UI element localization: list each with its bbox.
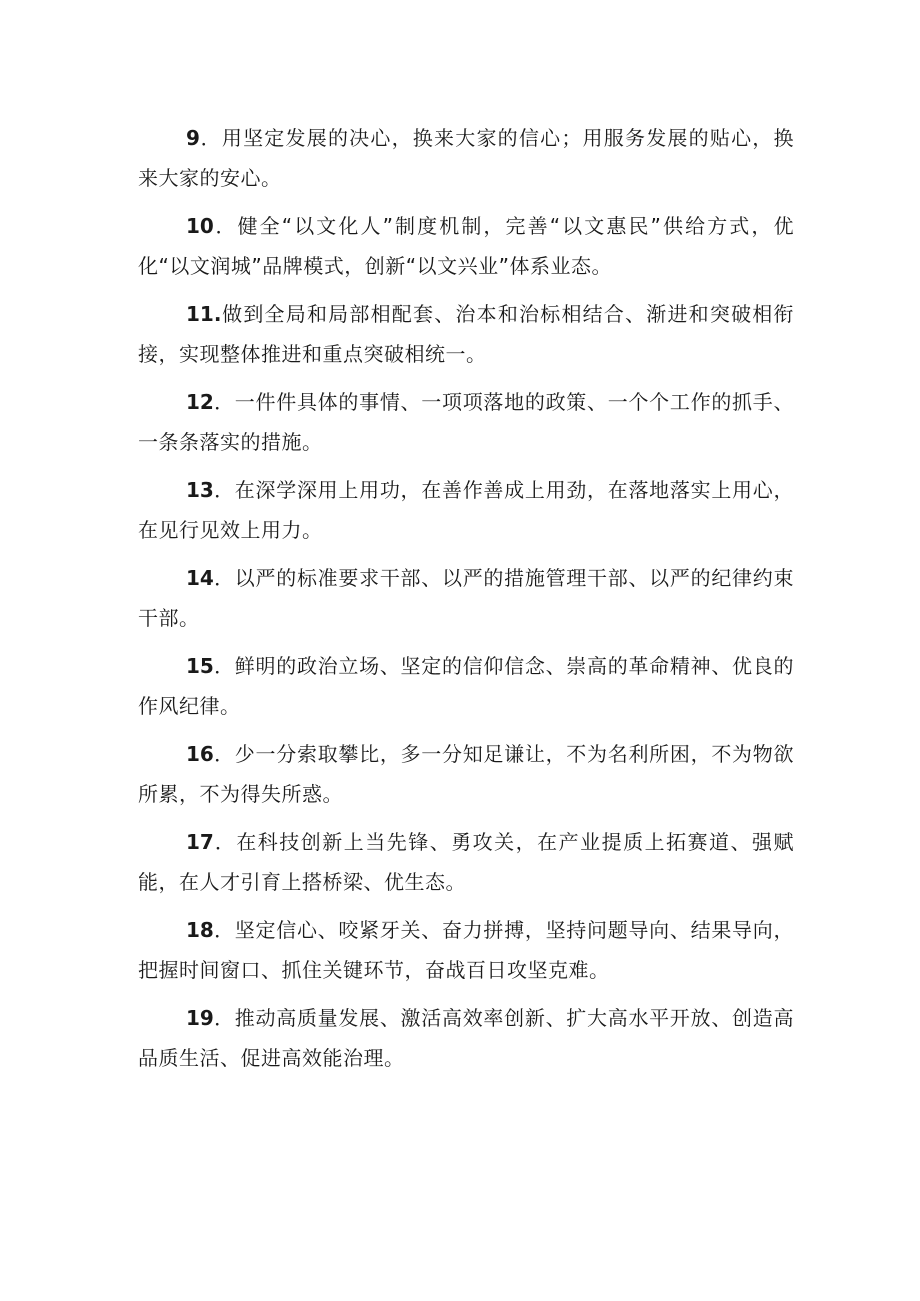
- item-number: 18: [186, 918, 214, 942]
- list-item: [138, 734, 794, 814]
- numbered-list: [138, 118, 794, 1086]
- item-text: ．少一分索取攀比，多一分知足谦让，不为名利所困，不为物欲所累，不为得失所惑。: [138, 742, 794, 806]
- list-item: [138, 294, 794, 374]
- item-number: 11.: [186, 302, 222, 326]
- item-number: 13: [186, 478, 214, 502]
- list-item: [138, 646, 794, 726]
- item-text: ．鲜明的政治立场、坚定的信仰信念、崇高的革命精神、优良的作风纪律。: [138, 654, 794, 718]
- item-number: 15: [186, 654, 214, 678]
- item-number: 16: [186, 742, 214, 766]
- item-text: ．推动高质量发展、激活高效率创新、扩大高水平开放、创造高品质生活、促进高效能治理。: [138, 1006, 794, 1070]
- item-text: ．一件件具体的事情、一项项落地的政策、一个个工作的抓手、一条条落实的措施。: [138, 390, 794, 454]
- item-number: 19: [186, 1006, 214, 1030]
- list-item: [138, 206, 794, 286]
- item-number: 9: [186, 126, 200, 150]
- list-item: [138, 822, 794, 902]
- item-text: ．在深学深用上用功，在善作善成上用劲，在落地落实上用心，在见行见效上用力。: [138, 478, 794, 542]
- item-text: ．用坚定发展的决心，换来大家的信心；用服务发展的贴心，换来大家的安心。: [138, 126, 794, 190]
- item-text: ．以严的标准要求干部、以严的措施管理干部、以严的纪律约束干部。: [138, 566, 794, 630]
- item-text: ．健全“以文化人”制度机制，完善“以文惠民”供给方式，优化“以文润城”品牌模式，创新“以文兴业”体系业态。: [138, 214, 794, 278]
- list-item: [138, 910, 794, 990]
- list-item: [138, 470, 794, 550]
- item-text: 做到全局和局部相配套、治本和治标相结合、渐进和突破相衔接，实现整体推进和重点突破相统一。: [138, 302, 794, 366]
- item-text: ．坚定信心、咬紧牙关、奋力拼搏，坚持问题导向、结果导向，把握时间窗口、抓住关键环节，奋战百日攻坚克难。: [138, 918, 794, 982]
- list-item: [138, 558, 794, 638]
- item-number: 17: [186, 830, 214, 854]
- item-number: 10: [186, 214, 214, 238]
- list-item: [138, 118, 794, 198]
- item-number: 12: [186, 390, 214, 414]
- item-number: 14: [186, 566, 214, 590]
- list-item: [138, 998, 794, 1078]
- item-text: ．在科技创新上当先锋、勇攻关，在产业提质上拓赛道、强赋能，在人才引育上搭桥梁、优生态。: [138, 830, 794, 894]
- list-item: [138, 382, 794, 462]
